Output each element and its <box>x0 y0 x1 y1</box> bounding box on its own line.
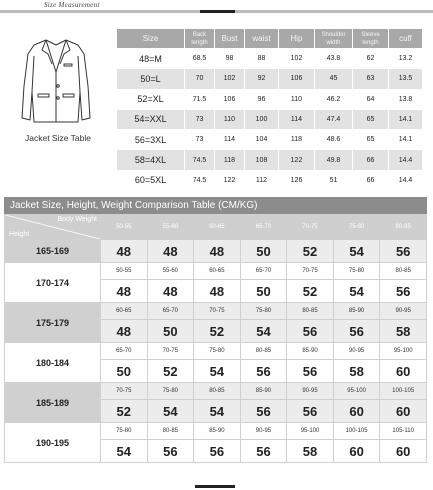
size-label: 52=XL <box>117 89 185 109</box>
weight-range: 100-105 <box>380 383 427 400</box>
jacket-size: 54 <box>194 400 241 423</box>
weight-range: 75-80 <box>333 263 380 280</box>
jacket-size: 56 <box>147 440 194 463</box>
jacket-size: 60 <box>380 400 427 423</box>
weight-range: 65-70 <box>240 263 287 280</box>
size-table-body <box>117 49 423 191</box>
weight-range: 55-60 <box>147 263 194 280</box>
size-label: 48=M <box>117 49 185 69</box>
weight-header-row <box>5 215 427 240</box>
size-value: 45 <box>315 69 353 89</box>
jacket-size: 58 <box>380 320 427 343</box>
jacket-figure <box>6 36 110 186</box>
jacket-size: 54 <box>333 280 380 303</box>
jacket-size: 56 <box>240 400 287 423</box>
weight-range: 70-75 <box>101 383 148 400</box>
size-value: 106 <box>215 89 245 109</box>
weight-range: 105-110 <box>380 423 427 440</box>
size-value: 14.1 <box>389 130 423 150</box>
size-value: 13.2 <box>389 49 423 69</box>
jacket-icon <box>18 36 94 124</box>
size-value: 118 <box>279 130 315 150</box>
weight-row <box>5 343 427 360</box>
weight-range: 65-70 <box>147 303 194 320</box>
size-value: 70 <box>185 69 215 89</box>
jacket-caption: Jacket Size Table <box>25 133 91 143</box>
jacket-size: 60 <box>380 360 427 383</box>
jacket-size: 50 <box>240 240 287 263</box>
size-value: 68.5 <box>185 49 215 69</box>
jacket-size: 52 <box>101 400 148 423</box>
size-value: 73 <box>185 130 215 150</box>
col-waist: waist <box>245 29 279 49</box>
size-value: 92 <box>245 69 279 89</box>
size-value: 74.5 <box>185 170 215 190</box>
weight-range: 85-90 <box>194 423 241 440</box>
jacket-size: 54 <box>333 240 380 263</box>
height-range: 165-169 <box>5 240 101 263</box>
weight-range: 60-65 <box>194 215 241 240</box>
header-title: Size Measurement <box>44 1 100 9</box>
weight-range: 80-85 <box>240 343 287 360</box>
jacket-size: 54 <box>240 320 287 343</box>
size-row <box>117 150 423 170</box>
jacket-size: 50 <box>147 320 194 343</box>
jacket-size: 48 <box>194 240 241 263</box>
weight-range: 75-80 <box>333 215 380 240</box>
size-row <box>117 89 423 109</box>
jacket-size: 60 <box>333 440 380 463</box>
size-value: 122 <box>215 170 245 190</box>
height-range: 190-195 <box>5 423 101 463</box>
weight-range: 65-70 <box>101 343 148 360</box>
weight-range: 75-80 <box>147 383 194 400</box>
height-range: 185-189 <box>5 383 101 423</box>
weight-range: 95-100 <box>380 343 427 360</box>
size-value: 14.4 <box>389 150 423 170</box>
jacket-size: 48 <box>147 280 194 303</box>
jacket-size: 60 <box>333 400 380 423</box>
weight-range: 70-75 <box>194 303 241 320</box>
size-value: 114 <box>215 130 245 150</box>
size-value: 126 <box>279 170 315 190</box>
size-label: 60=5XL <box>117 170 185 190</box>
jacket-size: 60 <box>380 440 427 463</box>
size-value: 51 <box>315 170 353 190</box>
weight-range: 80-85 <box>380 263 427 280</box>
weight-range: 80-85 <box>147 423 194 440</box>
size-table <box>116 28 423 191</box>
jacket-size: 48 <box>147 240 194 263</box>
weight-range: 95-100 <box>333 383 380 400</box>
table-corner <box>5 215 101 240</box>
height-range: 180-184 <box>5 343 101 383</box>
weight-range: 75-80 <box>240 303 287 320</box>
weight-range: 70-75 <box>287 215 334 240</box>
jacket-size: 58 <box>287 440 334 463</box>
comparison-table-body <box>5 215 427 463</box>
jacket-size: 52 <box>287 280 334 303</box>
weight-range: 65-70 <box>240 215 287 240</box>
weight-range: 75-80 <box>101 423 148 440</box>
size-value: 62 <box>353 49 389 69</box>
size-value: 65 <box>353 109 389 129</box>
corner-height-label: Height <box>9 231 30 238</box>
jacket-size: 52 <box>147 360 194 383</box>
size-value: 73 <box>185 109 215 129</box>
weight-range: 50-55 <box>101 215 148 240</box>
weight-row <box>5 423 427 440</box>
weight-range: 60-65 <box>101 303 148 320</box>
jacket-size: 56 <box>287 360 334 383</box>
size-label: 54=XXL <box>117 109 185 129</box>
size-value: 43.8 <box>315 49 353 69</box>
weight-range: 70-75 <box>287 263 334 280</box>
size-row <box>117 130 423 150</box>
size-value: 118 <box>215 150 245 170</box>
weight-range: 75-80 <box>194 343 241 360</box>
jacket-size: 52 <box>287 240 334 263</box>
size-value: 112 <box>245 170 279 190</box>
col-shoulder-width: Shoulder width <box>315 29 353 49</box>
jacket-size: 48 <box>194 280 241 303</box>
height-range: 175-179 <box>5 303 101 343</box>
size-value: 46.2 <box>315 89 353 109</box>
size-value: 47.4 <box>315 109 353 129</box>
size-value: 114 <box>279 109 315 129</box>
weight-range: 60-65 <box>194 263 241 280</box>
col-hip: Hip <box>279 29 315 49</box>
jacket-size: 54 <box>194 360 241 383</box>
size-row <box>5 240 427 263</box>
jacket-size: 48 <box>101 320 148 343</box>
size-value: 110 <box>215 109 245 129</box>
size-value: 64 <box>353 89 389 109</box>
weight-range: 80-85 <box>287 303 334 320</box>
jacket-size: 56 <box>333 320 380 343</box>
size-row <box>117 109 423 129</box>
size-value: 49.8 <box>315 150 353 170</box>
weight-range: 85-90 <box>333 303 380 320</box>
size-value: 122 <box>279 150 315 170</box>
size-row <box>117 69 423 89</box>
weight-range: 80-85 <box>380 215 427 240</box>
weight-range: 85-90 <box>287 343 334 360</box>
jacket-size: 56 <box>287 400 334 423</box>
weight-row <box>5 383 427 400</box>
jacket-size: 52 <box>194 320 241 343</box>
size-value: 88 <box>245 49 279 69</box>
weight-range: 100-105 <box>333 423 380 440</box>
size-label: 50=L <box>117 69 185 89</box>
size-value: 48.6 <box>315 130 353 150</box>
size-value: 106 <box>279 69 315 89</box>
size-value: 104 <box>245 130 279 150</box>
col-cuff: cuff <box>389 29 423 49</box>
size-value: 13.8 <box>389 89 423 109</box>
size-value: 71.5 <box>185 89 215 109</box>
size-value: 74.5 <box>185 150 215 170</box>
jacket-size: 50 <box>101 360 148 383</box>
size-table-header-row <box>117 29 423 49</box>
size-value: 102 <box>279 49 315 69</box>
size-value: 102 <box>215 69 245 89</box>
weight-range: 55-60 <box>147 215 194 240</box>
size-label: 56=3XL <box>117 130 185 150</box>
size-row <box>117 170 423 190</box>
jacket-size: 56 <box>240 440 287 463</box>
jacket-size: 54 <box>147 400 194 423</box>
col-size: Size <box>117 29 185 49</box>
size-value: 14.1 <box>389 109 423 129</box>
size-row <box>117 49 423 69</box>
weight-range: 50-55 <box>101 263 148 280</box>
size-value: 66 <box>353 150 389 170</box>
jacket-size: 56 <box>287 320 334 343</box>
jacket-size: 54 <box>101 440 148 463</box>
weight-range: 90-95 <box>240 423 287 440</box>
footer-divider <box>195 485 235 488</box>
jacket-size: 48 <box>101 280 148 303</box>
jacket-size: 56 <box>240 360 287 383</box>
col-back-length: Back length <box>185 29 215 49</box>
jacket-size: 56 <box>380 240 427 263</box>
weight-range: 90-95 <box>380 303 427 320</box>
size-value: 63 <box>353 69 389 89</box>
size-value: 13.5 <box>389 69 423 89</box>
weight-row <box>5 303 427 320</box>
weight-range: 90-95 <box>287 383 334 400</box>
size-value: 65 <box>353 130 389 150</box>
size-value: 100 <box>245 109 279 129</box>
col-bust: Bust <box>215 29 245 49</box>
jacket-size: 50 <box>240 280 287 303</box>
jacket-size: 48 <box>101 240 148 263</box>
size-label: 58=4XL <box>117 150 185 170</box>
weight-range: 80-85 <box>194 383 241 400</box>
height-range: 170-174 <box>5 263 101 303</box>
comparison-title: Jacket Size, Height, Weight Comparison Table (CM/KG) <box>4 197 427 214</box>
size-value: 96 <box>245 89 279 109</box>
jacket-size: 56 <box>380 280 427 303</box>
jacket-size: 56 <box>194 440 241 463</box>
header-divider <box>0 10 433 13</box>
size-value: 98 <box>215 49 245 69</box>
size-value: 108 <box>245 150 279 170</box>
weight-row <box>5 263 427 280</box>
weight-range: 95-100 <box>287 423 334 440</box>
weight-range: 90-95 <box>333 343 380 360</box>
weight-range: 70-75 <box>147 343 194 360</box>
size-value: 110 <box>279 89 315 109</box>
size-value: 66 <box>353 170 389 190</box>
weight-range: 85-90 <box>240 383 287 400</box>
corner-body-weight-label: Body Weight <box>57 216 97 223</box>
comparison-table <box>4 214 427 463</box>
size-value: 14.4 <box>389 170 423 190</box>
col-sleeve-length: Sleeve length <box>353 29 389 49</box>
jacket-size: 58 <box>333 360 380 383</box>
